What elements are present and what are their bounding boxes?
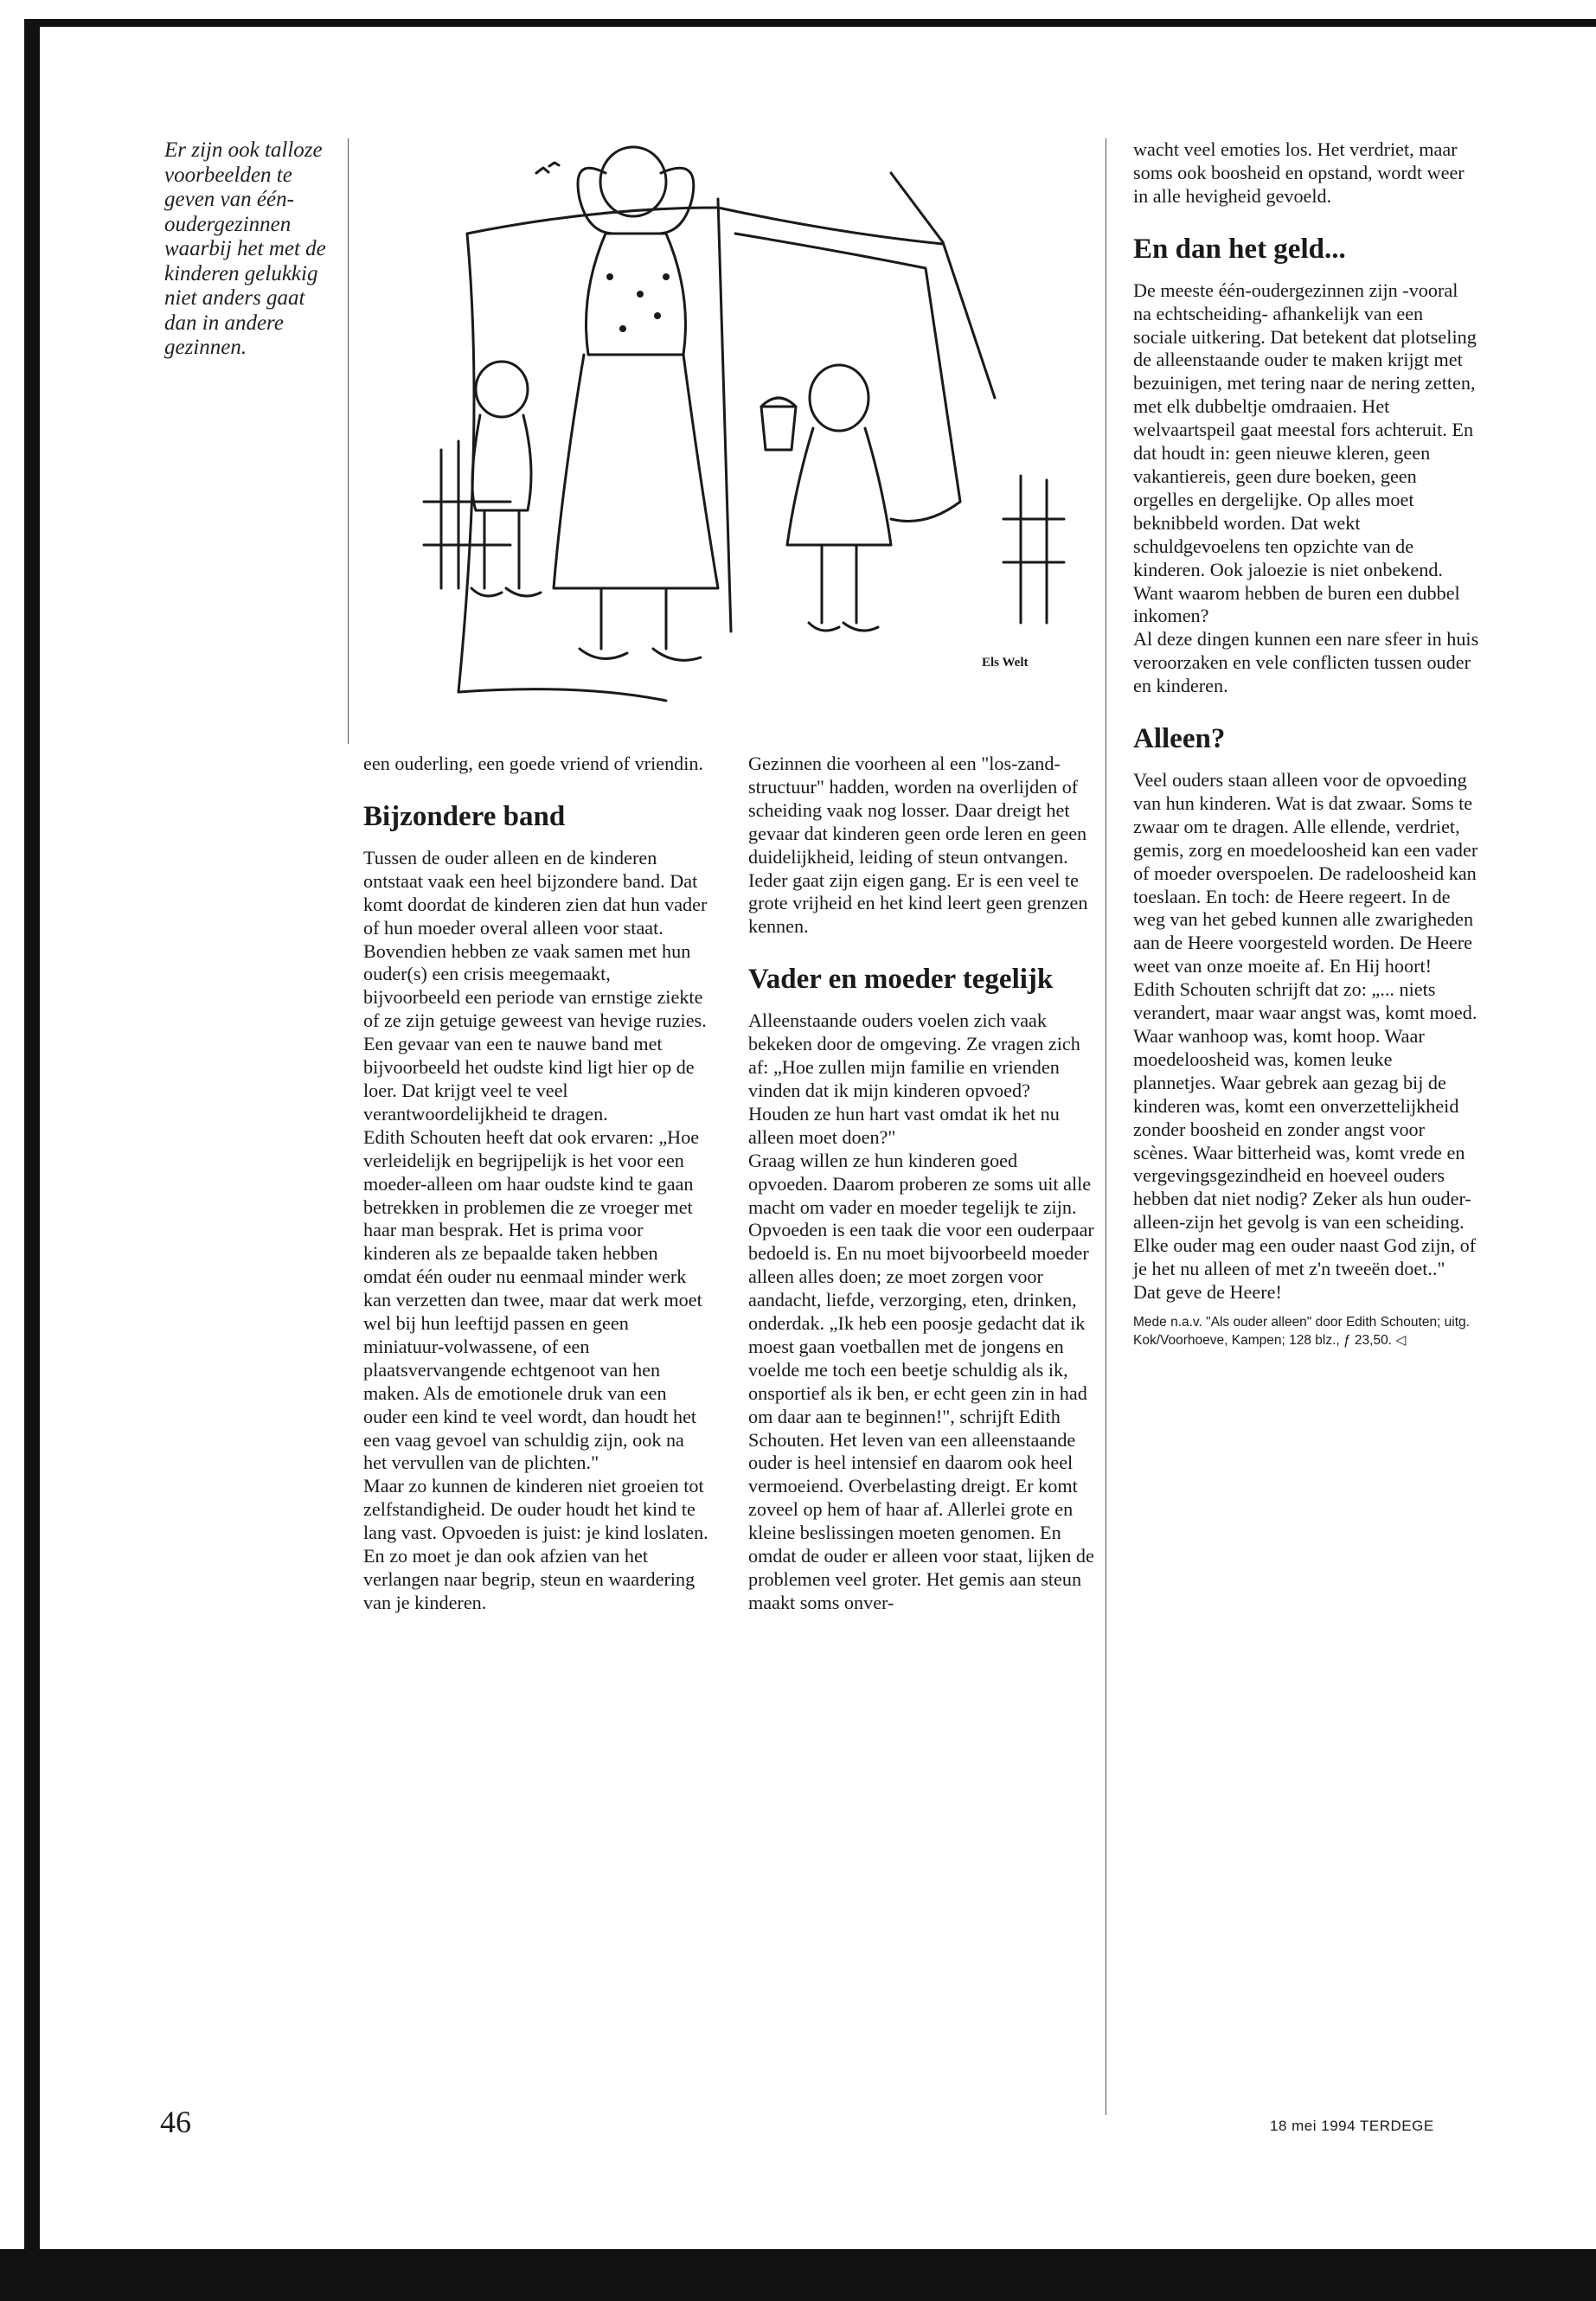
paragraph: Tussen de ouder alleen en de kinderen ontstaat vaak een heel bijzondere band. Dat komt doordat de kinderen zien dat hun vader of hun moeder overal alleen voor staat. Bovendien hebben ze vaak samen met hun ouder(s) een crisis meegemaakt, bijvoorbeeld een periode van ernstige ziekte of ze zijn getuige geweest van hevige ruzies. xyxy=(363,846,708,1032)
scan-border-top xyxy=(24,19,1596,27)
column-rule-1 xyxy=(348,138,349,744)
heading-bijzondere-band: Bijzondere band xyxy=(363,800,566,832)
paragraph: Dat geve de Heere! xyxy=(1133,1280,1282,1303)
column-1 xyxy=(363,753,709,1615)
paragraph: Edith Schouten heeft dat ook ervaren: „Hoe verleidelijk en begrijpelijk is het voor een moeder-alleen om haar oudste kind te gaan betrekken in problemen die ze vroeger met haar man besprak. Het is prima voor kinderen als ze bepaalde taken hebben omdat één ouder nu eenmaal minder werk kan verzetten dan twee, maar dat werk moet wel bij hun leeftijd passen en geen miniatuur-volwassene, of een plaatsvervangende echtgenoot van hen maken. Als de emotionele druk van een ouder een kind te veel wordt, dan houdt het een vaag gevoel van schuldig zijn, ook na het vervullen van de plichten." xyxy=(363,1125,702,1474)
footer-issue-date: 18 mei 1994 TERDEGE xyxy=(1270,2118,1434,2134)
paragraph: Veel ouders staan alleen voor de opvoeding van hun kinderen. Wat is dat zwaar. Soms te zwaar om te dragen. Alle ellende, verdriet, gemis, zorg en moedeloosheid kan een vader of moeder overspoelen. De radeloosheid kan toeslaan. En toch: de Heere regeert. In de weg van het gebed kunnen alle zwarigheden aan de Heere voorgesteld worden. De Heere weet van onze moeite af. En Hij hoort! xyxy=(1133,769,1478,977)
scan-border-left xyxy=(24,19,40,2275)
source-credit: Mede n.a.v. "Als ouder alleen" door Edith Schouten; uitg. Kok/Voorhoeve, Kampen; 128 blz., ƒ 23,50. ◁ xyxy=(1133,1314,1470,1348)
paragraph: De meeste één-oudergezinnen zijn -vooral na echtscheiding- afhankelijk van een sociale uitkering. Dat betekent dat plotseling de alleenstaande ouder te maken krijgt met bezuinigen, met tering naar de nering zetten, met elk dubbeltje omdraaien. Het welvaartspeil gaat meestal fors achteruit. En dat houdt in: geen nieuwe kleren, geen vakantiereis, geen dure boeken, geen orgelles en dergelijke. Op alles moet beknibbeld worden. Dat wekt schuldgevoelens ten opzichte van de kinderen. Ook jaloezie is niet onbekend. Want waarom hebben de buren een dubbel inkomen? xyxy=(1133,279,1477,627)
column-1-intro: een ouderling, een goede vriend of vriendin. xyxy=(363,753,704,774)
column-2-intro: Gezinnen die voorheen al een "los-zand-structuur" hadden, worden na overlijden of scheiding vaak nog losser. Daar dreigt het gevaar dat kinderen geen orde leren en geen duidelijkheid, leiding of steun ontvangen. Ieder gaat zijn eigen gang. Er is een veel te grote vrijheid en het kind leert geen grenzen kennen. xyxy=(748,753,1088,938)
illustration-signature: Els Welt xyxy=(982,656,1029,670)
column-2 xyxy=(748,753,1094,1615)
page-number: 46 xyxy=(160,2105,191,2139)
laundry-illustration xyxy=(407,138,1073,753)
paragraph: Een gevaar van een te nauwe band met bijvoorbeeld het oudste kind ligt hier op de loer. Dat krijgt veel te veel verantwoordelijkheid te dragen. xyxy=(363,1033,695,1125)
heading-en-dan-het-geld: En dan het geld... xyxy=(1133,233,1346,265)
pull-quote: Er zijn ook talloze voorbeelden te geven van één-oudergezinnen waarbij het met de kinderen gelukkig niet anders gaat dan in andere gezinnen. xyxy=(164,138,326,359)
column-3-intro: wacht veel emoties los. Het verdriet, maar soms ook boosheid en opstand, wordt weer in alle hevigheid gevoeld. xyxy=(1133,138,1465,207)
heading-alleen: Alleen? xyxy=(1133,723,1226,755)
paragraph: Al deze dingen kunnen een nare sfeer in huis veroorzaken en vele conflicten tussen ouder en kinderen. xyxy=(1133,628,1479,697)
heading-vader-en-moeder-tegelijk: Vader en moeder tegelijk xyxy=(748,964,1054,996)
paragraph: Edith Schouten schrijft dat zo: „... niets verandert, maar waar angst was, komt moed. Waar wanhoop was, komt hoop. Waar moedeloosheid was, komen leuke plannetjes. Waar gebrek aan gezag bij de kinderen was, komt een onverzettelijkheid zonder boosheid en zonder angst voor scènes. Waar bitterheid was, komt vrede en vergevingsgezindheid en hoeveel ouders hebben dat niet nodig? Zeker als hun ouder-alleen-zijn het gevolg is van een scheiding. Elke ouder mag een ouder naast God zijn, of je het nu alleen of met z'n tweeën doet.." xyxy=(1133,978,1477,1280)
paragraph: Alleenstaande ouders voelen zich vaak bekeken door de omgeving. Ze vragen zich af: „Hoe zullen mijn familie en vrienden vinden dat ik mijn kinderen opvoed? Houden ze hun hart vast omdat ik het nu alleen moet doen?" xyxy=(748,1009,1080,1148)
column-3 xyxy=(1133,138,1479,1349)
paragraph: Maar zo kunnen de kinderen niet groeien tot zelfstandigheid. De ouder houdt het kind te lang vast. Opvoeden is juist: je kind loslaten. En zo moet je dan ook afzien van het verlangen naar begrip, steun en waardering van je kinderen. xyxy=(363,1475,708,1613)
paragraph: Graag willen ze hun kinderen goed opvoeden. Daarom proberen ze soms uit alle macht om vader en moeder tegelijk te zijn. Opvoeden is een taak die voor een ouderpaar bedoeld is. En nu moet bijvoorbeeld moeder alleen alles doen; ze moet zorgen voor aandacht, liefde, verzorging, eten, drinken, onderdak. „Ik heb een poosje gedacht dat ik moest gaan voetballen met de jongens en voelde me toch een beetje schuldig als ik, onsportief als ik ben, er echt geen zin in had om daar aan te beginnen!", schrijft Edith Schouten. Het leven van een alleenstaande ouder is heel intensief en daarom ook heel vermoeiend. Overbelasting dreigt. Er komt zoveel op hem of haar af. Allerlei grote en kleine beslissingen moeten genomen. En omdat de ouder er alleen voor staat, lijken de problemen veel groter. Het gemis aan steun maakt soms onver- xyxy=(748,1149,1094,1613)
scan-border-bottom xyxy=(0,2249,1596,2301)
